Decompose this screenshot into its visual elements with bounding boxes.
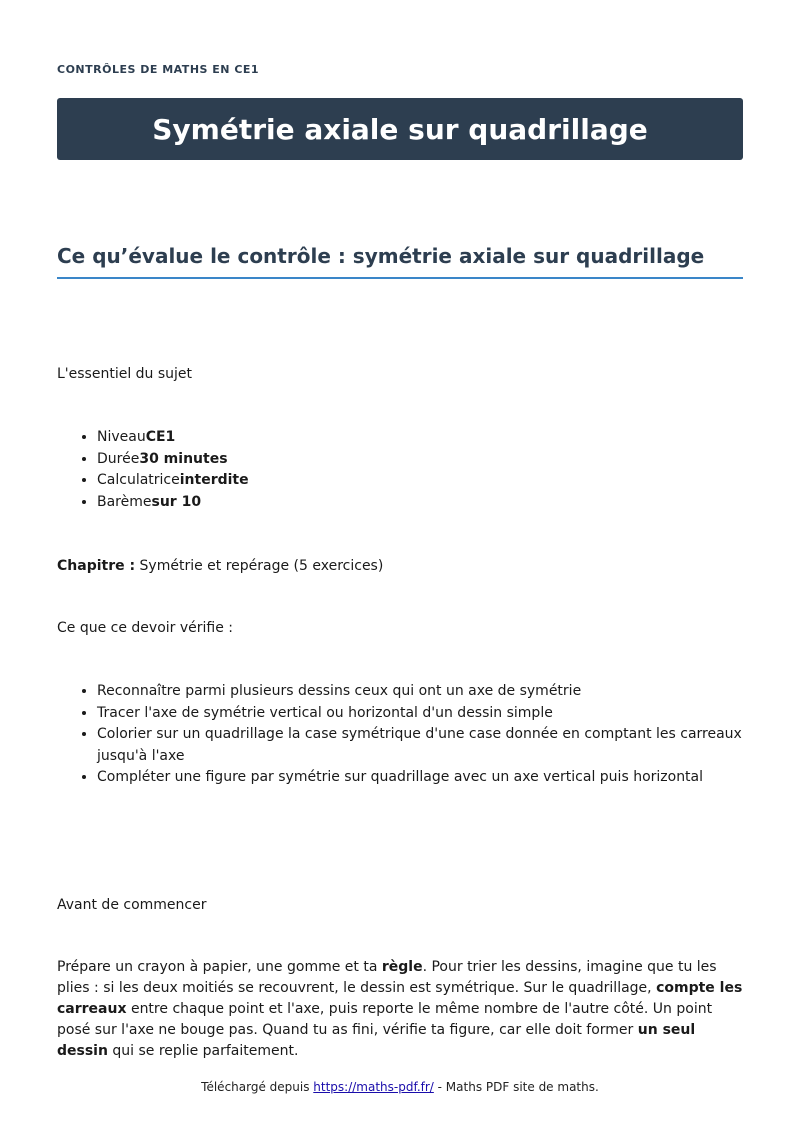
list-item: • Reconnaître parmi plusieurs dessins ceux qui ont un axe de symétrie: [97, 681, 743, 703]
list-item: • Tracer l'axe de symétrie vertical ou horizontal d'un dessin simple: [97, 703, 743, 725]
text-run: qui se replie parfaitement.: [107, 1043, 299, 1059]
emphasis: règle: [381, 959, 423, 975]
checks-list: [57, 681, 743, 789]
before-label: Avant de commencer: [57, 897, 207, 913]
essentials-label: L'essentiel du sujet: [57, 366, 193, 382]
list-item: • Colorier sur un quadrillage la case symétrique d'une case donnée en comptant les carreaux jusqu'à l'axe: [97, 724, 743, 767]
checks-label: Ce que ce devoir vérifie :: [57, 620, 234, 636]
chapter-value: Symétrie et repérage (5 exercices): [139, 558, 384, 574]
emphasis: un seul dessin: [57, 1022, 696, 1059]
essentials-list: [57, 427, 743, 513]
text-run: . Pour trier les dessins, imagine que tu les plies : si les deux moitiés se recouvrent, le dessin est symétrique. Sur le quadrillage,: [57, 959, 717, 996]
title-banner: [57, 98, 743, 160]
item-value: CE1: [145, 429, 176, 445]
page-title: Symétrie axiale sur quadrillage: [152, 112, 648, 146]
before-paragraph: [57, 957, 743, 1062]
list-item: [97, 492, 743, 514]
list-item: [97, 427, 743, 449]
footer-suffix: - Maths PDF site de maths.: [433, 1080, 599, 1094]
chapter-label: Chapitre :: [57, 558, 136, 574]
text-run: entre chaque point et l'axe, puis reporte le même nombre de l'autre côté. Un point posé sur l'axe ne bouge pas. Quand tu as fini, vérifie ta figure, car elle doit former: [57, 1001, 713, 1038]
item-key: Calculatrice: [97, 472, 180, 488]
footer-link[interactable]: https://maths-pdf.fr/: [313, 1080, 434, 1094]
section-heading: Ce qu’évalue le contrôle : symétrie axiale sur quadrillage: [57, 244, 743, 279]
item-key: Barème: [97, 493, 152, 510]
item-value: 30 minutes: [139, 450, 228, 467]
list-item: [97, 470, 743, 492]
item-key: Durée: [97, 450, 140, 467]
item-key: Niveau: [97, 429, 146, 445]
item-value: sur 10: [151, 493, 202, 510]
item-value: interdite: [179, 472, 249, 488]
list-item: [97, 449, 743, 471]
emphasis: compte les carreaux: [57, 980, 743, 1017]
text-run: Prépare un crayon à papier, une gomme et ta: [57, 959, 382, 975]
chapter-line: [57, 556, 383, 577]
footer: [0, 1080, 800, 1094]
eyebrow-label: CONTRÔLES DE MATHS EN CE1: [57, 63, 260, 76]
list-item: • Compléter une figure par symétrie sur quadrillage avec un axe vertical puis horizontal: [97, 767, 743, 789]
footer-prefix: Téléchargé depuis: [201, 1080, 314, 1094]
